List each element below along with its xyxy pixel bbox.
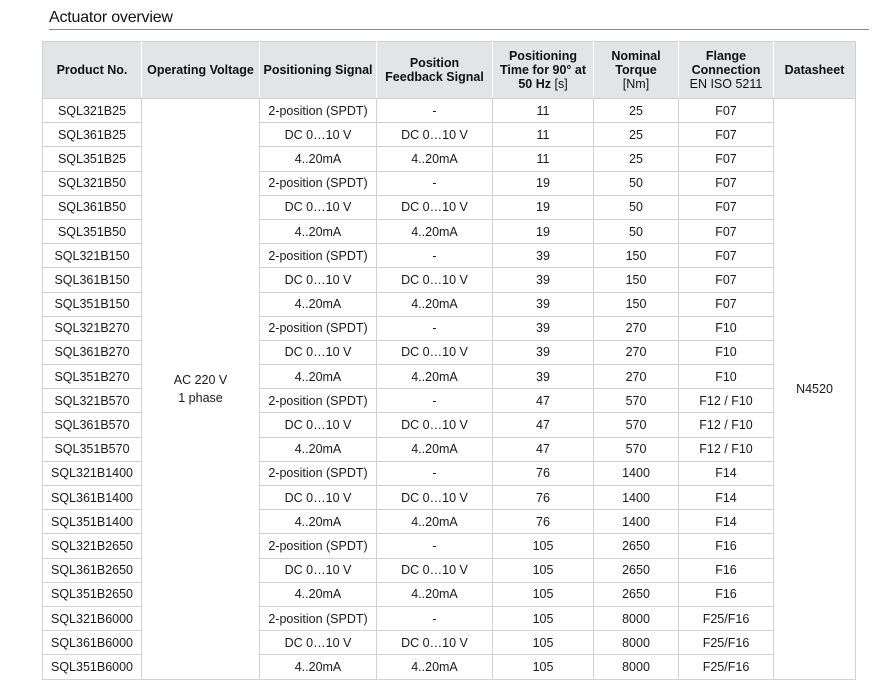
flange-connection-cell: F07 [679, 123, 774, 147]
nominal-torque-cell: 570 [594, 389, 679, 413]
feedback-signal-cell: 4..20mA [377, 655, 493, 679]
flange-connection-cell: F10 [679, 340, 774, 364]
header-nominal-torque-line2: Torque [615, 63, 657, 77]
product-no-cell: SQL361B2650 [43, 558, 142, 582]
header-positioning-time-unit: [s] [554, 77, 568, 91]
positioning-signal-cell: DC 0…10 V [260, 195, 377, 219]
nominal-torque-cell: 270 [594, 340, 679, 364]
header-positioning-time [493, 42, 594, 99]
product-no-cell: SQL361B570 [43, 413, 142, 437]
flange-connection-cell: F25/F16 [679, 606, 774, 630]
positioning-signal-cell: 4..20mA [260, 510, 377, 534]
positioning-signal-cell: 4..20mA [260, 655, 377, 679]
feedback-signal-cell: 4..20mA [377, 437, 493, 461]
product-no-cell: SQL321B270 [43, 316, 142, 340]
nominal-torque-cell: 25 [594, 147, 679, 171]
header-datasheet-label: Datasheet [784, 63, 845, 77]
feedback-signal-cell: - [377, 461, 493, 485]
header-positioning-time-line3: 50 Hz [518, 77, 551, 91]
nominal-torque-cell: 2650 [594, 558, 679, 582]
positioning-time-cell: 19 [493, 219, 594, 243]
product-no-cell: SQL351B6000 [43, 655, 142, 679]
positioning-time-cell: 76 [493, 510, 594, 534]
positioning-signal-cell: DC 0…10 V [260, 340, 377, 364]
product-no-cell: SQL361B1400 [43, 486, 142, 510]
feedback-signal-cell: 4..20mA [377, 365, 493, 389]
feedback-signal-cell: DC 0…10 V [377, 340, 493, 364]
product-no-cell: SQL321B570 [43, 389, 142, 413]
positioning-signal-cell: 4..20mA [260, 365, 377, 389]
product-no-cell: SQL351B1400 [43, 510, 142, 534]
product-no-cell: SQL351B25 [43, 147, 142, 171]
operating-voltage-line1: AC 220 V [173, 372, 228, 387]
nominal-torque-cell: 1400 [594, 510, 679, 534]
nominal-torque-cell: 25 [594, 99, 679, 123]
feedback-signal-cell: 4..20mA [377, 510, 493, 534]
flange-connection-cell: F07 [679, 292, 774, 316]
flange-connection-cell: F14 [679, 461, 774, 485]
feedback-signal-cell: DC 0…10 V [377, 195, 493, 219]
product-no-cell: SQL361B25 [43, 123, 142, 147]
positioning-signal-cell: DC 0…10 V [260, 268, 377, 292]
product-no-cell: SQL361B270 [43, 340, 142, 364]
product-no-cell: SQL361B6000 [43, 631, 142, 655]
feedback-signal-cell: - [377, 99, 493, 123]
nominal-torque-cell: 25 [594, 123, 679, 147]
positioning-signal-cell: 2-position (SPDT) [260, 534, 377, 558]
positioning-time-cell: 39 [493, 365, 594, 389]
product-no-cell: SQL321B1400 [43, 461, 142, 485]
header-product-no [43, 42, 142, 99]
positioning-signal-cell: 2-position (SPDT) [260, 606, 377, 630]
positioning-time-cell: 11 [493, 99, 594, 123]
header-position-feedback-line2: Feedback Signal [385, 70, 484, 84]
nominal-torque-cell: 8000 [594, 606, 679, 630]
product-no-cell: SQL321B25 [43, 99, 142, 123]
header-flange-line2: Connection [691, 63, 761, 77]
flange-connection-cell: F07 [679, 171, 774, 195]
feedback-signal-cell: DC 0…10 V [377, 486, 493, 510]
flange-connection-cell: F14 [679, 510, 774, 534]
positioning-signal-cell: 4..20mA [260, 582, 377, 606]
product-no-cell: SQL321B150 [43, 244, 142, 268]
nominal-torque-cell: 8000 [594, 631, 679, 655]
nominal-torque-cell: 1400 [594, 486, 679, 510]
nominal-torque-cell: 8000 [594, 655, 679, 679]
flange-connection-cell: F25/F16 [679, 655, 774, 679]
positioning-signal-cell: 4..20mA [260, 292, 377, 316]
title-divider [49, 29, 869, 30]
flange-connection-cell: F12 / F10 [679, 413, 774, 437]
flange-connection-cell: F16 [679, 534, 774, 558]
product-no-cell: SQL321B2650 [43, 534, 142, 558]
header-positioning-signal-label: Positioning Signal [263, 63, 373, 77]
positioning-signal-cell: 2-position (SPDT) [260, 316, 377, 340]
positioning-signal-cell: 2-position (SPDT) [260, 244, 377, 268]
product-no-cell: SQL361B150 [43, 268, 142, 292]
positioning-time-cell: 47 [493, 389, 594, 413]
table-row [43, 99, 856, 123]
positioning-signal-cell: DC 0…10 V [260, 631, 377, 655]
page-title: Actuator overview [49, 9, 173, 26]
positioning-time-cell: 47 [493, 413, 594, 437]
product-no-cell: SQL351B570 [43, 437, 142, 461]
nominal-torque-cell: 50 [594, 171, 679, 195]
table-body [43, 99, 856, 680]
product-no-cell: SQL351B2650 [43, 582, 142, 606]
flange-connection-cell: F16 [679, 582, 774, 606]
positioning-time-cell: 11 [493, 123, 594, 147]
flange-connection-cell: F14 [679, 486, 774, 510]
nominal-torque-cell: 570 [594, 437, 679, 461]
feedback-signal-cell: DC 0…10 V [377, 268, 493, 292]
header-datasheet [774, 42, 856, 99]
positioning-time-cell: 105 [493, 655, 594, 679]
positioning-signal-cell: DC 0…10 V [260, 123, 377, 147]
header-product-no-label: Product No. [56, 63, 128, 77]
positioning-time-cell: 105 [493, 534, 594, 558]
positioning-time-cell: 39 [493, 244, 594, 268]
positioning-time-cell: 39 [493, 292, 594, 316]
feedback-signal-cell: - [377, 316, 493, 340]
flange-connection-cell: F07 [679, 268, 774, 292]
header-flange-line1: Flange [705, 49, 747, 63]
datasheet-cell: N4520 [774, 99, 856, 680]
positioning-time-cell: 105 [493, 631, 594, 655]
operating-voltage-cell [142, 99, 260, 680]
positioning-signal-cell: 4..20mA [260, 219, 377, 243]
header-operating-voltage-label: Operating Voltage [147, 63, 254, 77]
positioning-time-cell: 105 [493, 606, 594, 630]
positioning-time-cell: 39 [493, 340, 594, 364]
feedback-signal-cell: 4..20mA [377, 292, 493, 316]
header-positioning-signal [260, 42, 377, 99]
positioning-signal-cell: 2-position (SPDT) [260, 389, 377, 413]
feedback-signal-cell: 4..20mA [377, 582, 493, 606]
header-positioning-time-line2: Time for 90° at [499, 63, 587, 77]
operating-voltage-line2: 1 phase [178, 390, 223, 405]
positioning-signal-cell: 4..20mA [260, 437, 377, 461]
flange-connection-cell: F07 [679, 244, 774, 268]
nominal-torque-cell: 50 [594, 219, 679, 243]
feedback-signal-cell: - [377, 606, 493, 630]
header-row [43, 42, 856, 99]
header-nominal-torque [594, 42, 679, 99]
feedback-signal-cell: - [377, 171, 493, 195]
table-header [43, 42, 856, 99]
feedback-signal-cell: - [377, 244, 493, 268]
flange-connection-cell: F12 / F10 [679, 389, 774, 413]
positioning-time-cell: 39 [493, 268, 594, 292]
header-nominal-torque-line1: Nominal [611, 49, 661, 63]
feedback-signal-cell: DC 0…10 V [377, 123, 493, 147]
positioning-time-cell: 105 [493, 582, 594, 606]
product-no-cell: SQL351B150 [43, 292, 142, 316]
nominal-torque-cell: 150 [594, 244, 679, 268]
positioning-signal-cell: DC 0…10 V [260, 558, 377, 582]
feedback-signal-cell: - [377, 534, 493, 558]
header-position-feedback-line1: Position [409, 56, 460, 70]
flange-connection-cell: F07 [679, 147, 774, 171]
feedback-signal-cell: DC 0…10 V [377, 413, 493, 437]
nominal-torque-cell: 270 [594, 365, 679, 389]
positioning-signal-cell: 2-position (SPDT) [260, 99, 377, 123]
flange-connection-cell: F07 [679, 195, 774, 219]
header-operating-voltage [142, 42, 260, 99]
product-no-cell: SQL321B50 [43, 171, 142, 195]
positioning-time-cell: 39 [493, 316, 594, 340]
feedback-signal-cell: DC 0…10 V [377, 558, 493, 582]
positioning-time-cell: 47 [493, 437, 594, 461]
feedback-signal-cell: - [377, 389, 493, 413]
nominal-torque-cell: 270 [594, 316, 679, 340]
feedback-signal-cell: DC 0…10 V [377, 631, 493, 655]
feedback-signal-cell: 4..20mA [377, 219, 493, 243]
nominal-torque-cell: 150 [594, 292, 679, 316]
nominal-torque-cell: 570 [594, 413, 679, 437]
flange-connection-cell: F07 [679, 99, 774, 123]
feedback-signal-cell: 4..20mA [377, 147, 493, 171]
positioning-time-cell: 19 [493, 171, 594, 195]
nominal-torque-cell: 1400 [594, 461, 679, 485]
positioning-time-cell: 105 [493, 558, 594, 582]
product-no-cell: SQL351B270 [43, 365, 142, 389]
nominal-torque-cell: 150 [594, 268, 679, 292]
positioning-time-cell: 11 [493, 147, 594, 171]
flange-connection-cell: F25/F16 [679, 631, 774, 655]
product-no-cell: SQL321B6000 [43, 606, 142, 630]
nominal-torque-cell: 2650 [594, 582, 679, 606]
header-positioning-time-line1: Positioning [508, 49, 578, 63]
header-position-feedback [377, 42, 493, 99]
positioning-signal-cell: DC 0…10 V [260, 413, 377, 437]
actuator-overview-table [42, 41, 856, 680]
flange-connection-cell: F16 [679, 558, 774, 582]
positioning-time-cell: 76 [493, 461, 594, 485]
positioning-time-cell: 76 [493, 486, 594, 510]
positioning-signal-cell: 4..20mA [260, 147, 377, 171]
header-flange-connection [679, 42, 774, 99]
positioning-signal-cell: DC 0…10 V [260, 486, 377, 510]
flange-connection-cell: F07 [679, 219, 774, 243]
product-no-cell: SQL351B50 [43, 219, 142, 243]
positioning-time-cell: 19 [493, 195, 594, 219]
header-flange-standard: EN ISO 5211 [689, 77, 763, 91]
flange-connection-cell: F12 / F10 [679, 437, 774, 461]
flange-connection-cell: F10 [679, 365, 774, 389]
positioning-signal-cell: 2-position (SPDT) [260, 461, 377, 485]
nominal-torque-cell: 2650 [594, 534, 679, 558]
flange-connection-cell: F10 [679, 316, 774, 340]
positioning-signal-cell: 2-position (SPDT) [260, 171, 377, 195]
nominal-torque-cell: 50 [594, 195, 679, 219]
header-nominal-torque-unit: [Nm] [622, 77, 650, 91]
product-no-cell: SQL361B50 [43, 195, 142, 219]
